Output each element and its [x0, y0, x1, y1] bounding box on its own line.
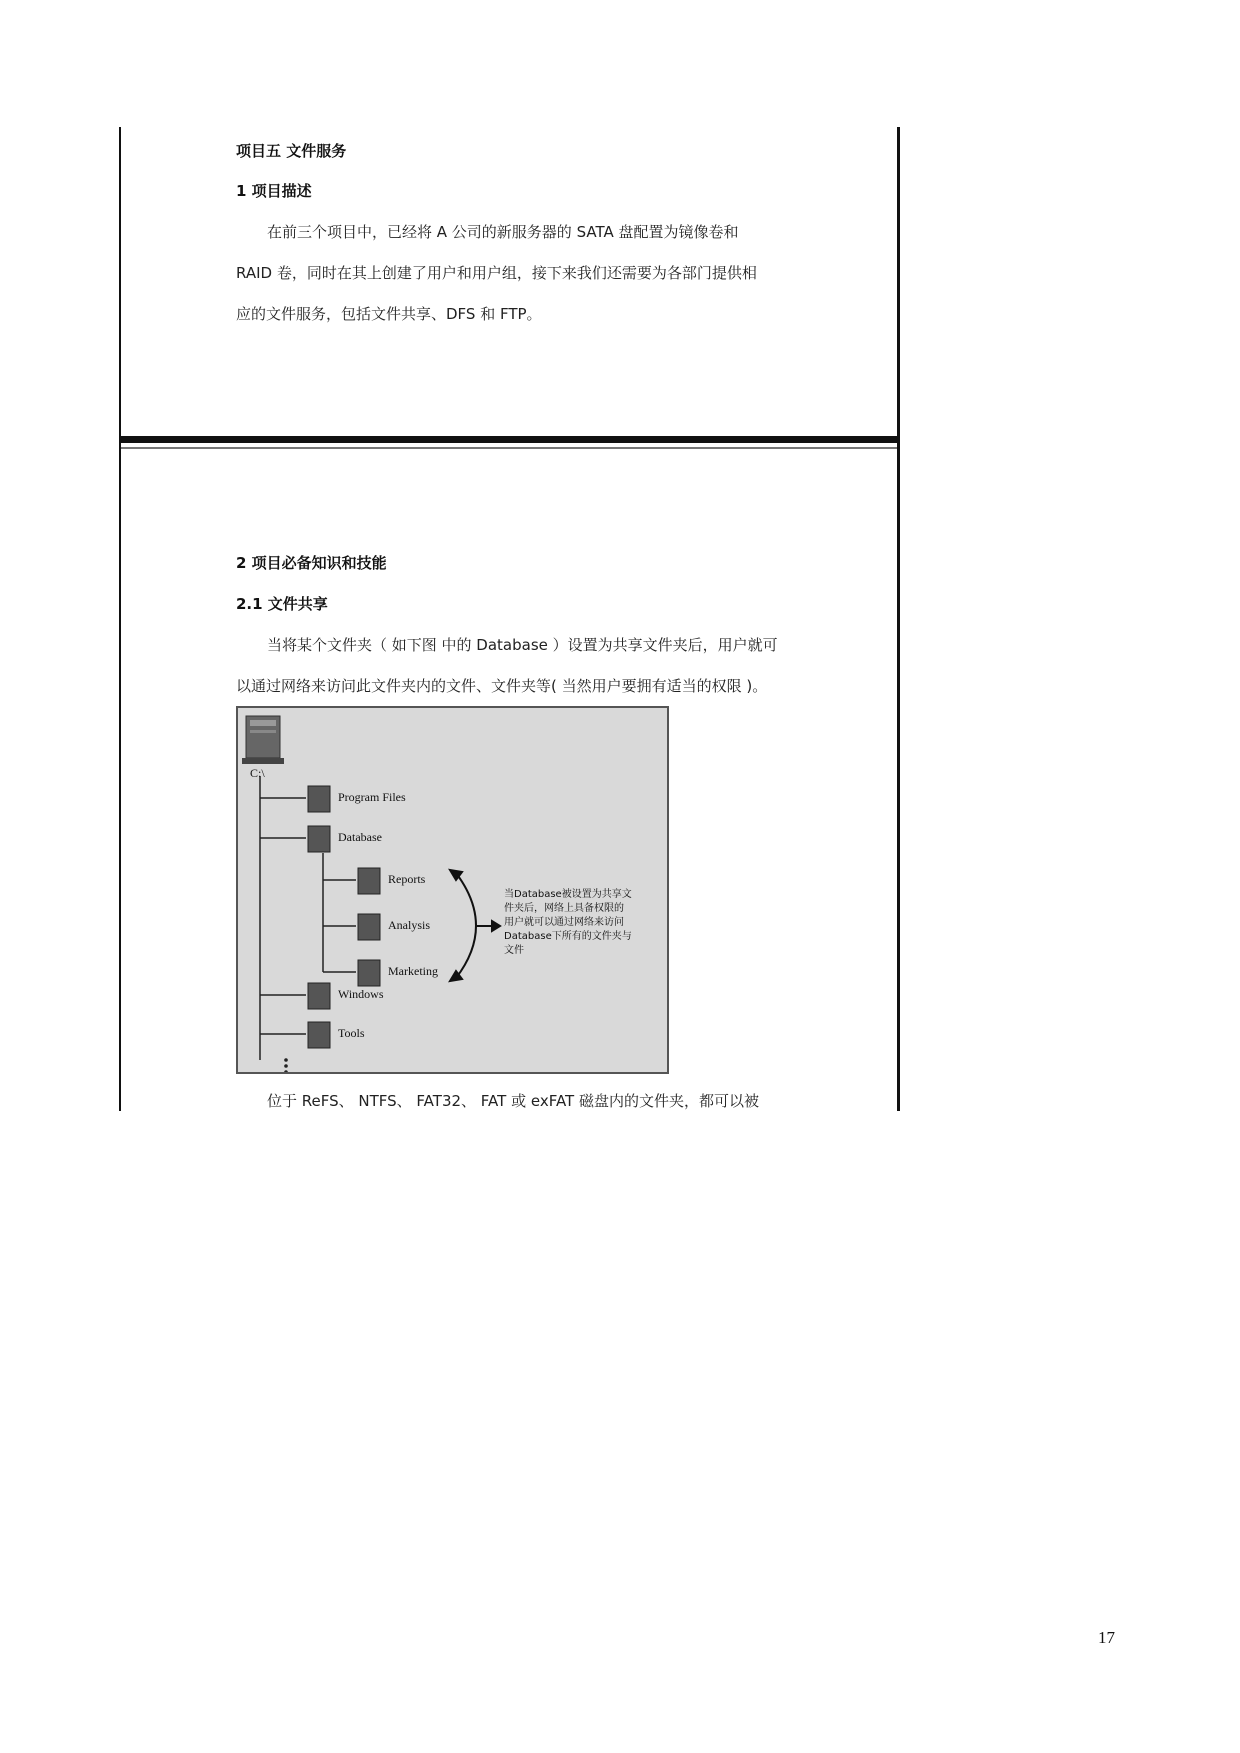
page-left-border [119, 127, 121, 447]
server-icon [242, 716, 284, 764]
page-number: 17 [1098, 1628, 1115, 1647]
page-separator-bar [119, 436, 900, 443]
chapter-heading: 项目五 文件服务 [236, 142, 347, 160]
figure-note [504, 888, 632, 958]
more-dots [284, 1058, 288, 1074]
folder-label-shared: Database [338, 830, 382, 844]
subsection-title: 2.1 文件共享 [236, 595, 328, 613]
section-title: 1 项目描述 [236, 182, 312, 200]
paragraph-line: 当将某个文件夹（ 如下图 中的 Database ）设置为共享文件夹后，用户就可 [267, 636, 778, 654]
page2-left-border [119, 443, 121, 1111]
root-drive-label: C:\ [250, 766, 265, 780]
tree-lines [260, 776, 356, 1060]
paragraph-line: RAID 卷，同时在其上创建了用户和用户组，接下来我们还需要为各部门提供相 [236, 264, 757, 282]
figure-note-line: 文件 [504, 945, 524, 956]
folder-label: Reports [388, 872, 426, 886]
page-right-border [897, 127, 900, 447]
paragraph-line: 位于 ReFS、 NTFS、 FAT32、 FAT 或 exFAT 磁盘内的文件夹，都可以被 [267, 1092, 759, 1110]
figure-note-line: 当Database被设置为共享文 [504, 889, 632, 900]
page2-right-border [897, 443, 900, 1111]
folder-icons [308, 786, 380, 1048]
share-arrow [450, 870, 500, 981]
folder-label: Program Files [338, 790, 406, 804]
paragraph-line: 在前三个项目中，已经将 A 公司的新服务器的 SATA 盘配置为镜像卷和 [267, 223, 739, 241]
paragraph-line: 以通过网络来访问此文件夹内的文件、文件夹等( 当然用户要拥有适当的权限 )。 [236, 677, 768, 695]
figure-note-line: 件夹后，网络上具备权限的 [504, 903, 624, 914]
paragraph-line: 应的文件服务，包括文件共享、DFS 和 FTP。 [236, 305, 542, 323]
folder-label: Analysis [388, 918, 430, 932]
folder-label: Tools [338, 1026, 365, 1040]
folder-label: Windows [338, 987, 384, 1001]
figure-note-line: Database下所有的文件夹与 [504, 931, 632, 942]
figure-note-line: 用户就可以通过网络来访问 [504, 917, 624, 928]
folder-share-figure [236, 706, 669, 1074]
section-title: 2 项目必备知识和技能 [236, 554, 387, 572]
page-separator-thin [119, 447, 900, 449]
folder-label: Marketing [388, 964, 438, 978]
